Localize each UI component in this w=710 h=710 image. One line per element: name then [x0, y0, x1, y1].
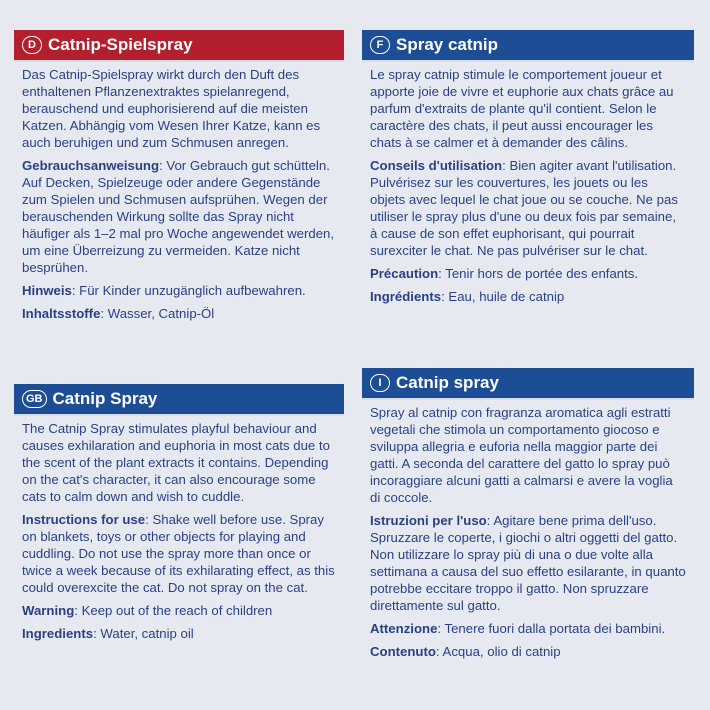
section-german [14, 30, 344, 328]
instructions-label: Instructions for use [22, 512, 146, 527]
section-title: Catnip spray [396, 373, 499, 392]
warning-text: Tenir hors de portée des enfants. [445, 266, 639, 281]
section-header-french [362, 30, 694, 62]
warning-text: Für Kinder unzugänglich aufbewahren. [79, 283, 306, 298]
ingredients-text: Eau, huile de catnip [448, 289, 565, 304]
warning-paragraph: Précaution: Tenir hors de portée des enfants. [370, 266, 639, 281]
ingredients-label: Ingredients [22, 626, 94, 641]
warning-label: Warning [22, 603, 75, 618]
instructions-text: Bien agiter avant l'utilisation. Pulvérisez sur les couvertures, les jouets ou les objets avec lequel le chat joue ou se couche. Ne pas utiliser le spray plus d'une ou deux fois par semaine, à cause de son effet euphorisant, qui pourrait surexciter le chat. Ne pas pulvériser sur le chat. [370, 158, 678, 258]
intro-paragraph: Le spray catnip stimule le comportement joueur et apporte joie de vivre et euphorie aux chats grâce au parfum d'extraits de plante qu'il contient. Selon le caractère des chats, il peut aussi encourager les chats à se calmer et à demander des câlins. [370, 67, 674, 150]
section-title: Catnip Spray [52, 389, 158, 408]
instructions-text: Vor Gebrauch gut schütteln. Auf Decken, Spielzeuge oder andere Gegenstände zum Spielen und Schmusen aufsprühen. Wegen der berauschenden Wirkung sollte das Spray nicht häufiger als 1–2 mal pro Woche angewendet werden, um eine Überreizung zu vermeiden. Katze nicht besprühen. [22, 158, 335, 275]
section-english [14, 384, 344, 648]
section-body [14, 416, 344, 642]
section-title: Catnip-Spielspray [48, 35, 193, 54]
instructions-text: Agitare bene prima dell'uso. Spruzzare le coperte, i giochi o altri oggetti del gatto. Non utilizzare lo spray più di una o due volte alla settimana a causa del suo effetto esilarante, in quanto potrebbe eccitare troppo il gatto. Non spruzzare direttamente sul gatto. [370, 513, 686, 613]
instructions-text: Shake well before use. Spray on blankets, toys or other objects for playing and cuddling. Do not use the spray more than once or twice a week because of its exhilarating effect, as this could overexcite the cat. Do not spray on the cat. [22, 512, 335, 595]
country-code-badge: I [370, 374, 390, 392]
instructions-label: Istruzioni per l'uso [370, 513, 487, 528]
ingredients-label: Ingrédients [370, 289, 442, 304]
instructions-paragraph: Gebrauchsanweisung: Vor Gebrauch gut schütteln. Auf Decken, Spielzeuge oder andere Gegenstände zum Spielen und Schmusen aufsprühen. Wegen der berauschenden Wirkung sollte das Spray nicht häufiger als 1–2 mal pro Woche angewendet werden, um eine Überreizung zu vermeiden. Katze nicht besprühen. [22, 158, 335, 275]
warning-paragraph: Attenzione: Tenere fuori dalla portata dei bambini. [370, 621, 666, 636]
instructions-label: Conseils d'utilisation [370, 158, 503, 173]
warning-label: Attenzione [370, 621, 438, 636]
ingredients-paragraph: Contenuto: Acqua, olio di catnip [370, 644, 561, 659]
ingredients-text: Wasser, Catnip-Öl [107, 306, 215, 321]
intro-paragraph: Spray al catnip con fragranza aromatica agli estratti vegetali che stimola un comportamento giocoso e sviluppa allegria e euforia nella maggior parte dei gatti. A seconda del carattere del gatto lo spray può incoraggiare alcuni gatti a calmarsi e avere la voglia di coccole. [370, 405, 673, 505]
warning-label: Précaution [370, 266, 439, 281]
section-header-english [14, 384, 344, 416]
ingredients-label: Inhaltsstoffe [22, 306, 101, 321]
ingredients-paragraph: Inhaltsstoffe: Wasser, Catnip-Öl [22, 306, 215, 321]
country-code-badge: F [370, 36, 390, 54]
ingredients-paragraph: Ingrédients: Eau, huile de catnip [370, 289, 565, 304]
section-body [14, 62, 344, 322]
warning-text: Keep out of the reach of children [81, 603, 273, 618]
section-italian [362, 368, 694, 666]
country-code-badge: GB [22, 390, 47, 408]
ingredients-text: Water, catnip oil [100, 626, 194, 641]
section-header-italian [362, 368, 694, 400]
ingredients-paragraph: Ingredients: Water, catnip oil [22, 626, 194, 641]
section-french [362, 30, 694, 311]
warning-paragraph: Hinweis: Für Kinder unzugänglich aufbewahren. [22, 283, 306, 298]
intro-paragraph: The Catnip Spray stimulates playful behaviour and causes exhilaration and euphoria in most cats due to the scent of the plant extracts it contains. Depending on the cat's character, it can also encourage some cats to calm down and wish to cuddle. [22, 421, 330, 504]
section-header-german [14, 30, 344, 62]
section-body [362, 62, 694, 305]
warning-label: Hinweis [22, 283, 72, 298]
ingredients-text: Acqua, olio di catnip [442, 644, 561, 659]
warning-paragraph: Warning: Keep out of the reach of children [22, 603, 273, 618]
instructions-paragraph: Conseils d'utilisation: Bien agiter avant l'utilisation. Pulvérisez sur les couvertures, les jouets ou les objets avec lequel le chat joue ou se couche. Ne pas utiliser le spray plus d'une ou deux fois par semaine, à cause de son effet euphorisant, qui pourrait surexciter le chat. Ne pas pulvériser sur le chat. [370, 158, 678, 258]
intro-paragraph: Das Catnip-Spielspray wirkt durch den Duft des enthaltenen Pflanzenextraktes spielanregend, berauschend und euphorisierend auf die meisten Katzen. Abhängig vom Wesen Ihrer Katze, kann es auch beruhigen und zum Schmusen anregen. [22, 67, 321, 150]
warning-text: Tenere fuori dalla portata dei bambini. [444, 621, 666, 636]
section-body [362, 400, 694, 660]
instructions-paragraph: Istruzioni per l'uso: Agitare bene prima dell'uso. Spruzzare le coperte, i giochi o altri oggetti del gatto. Non utilizzare lo spray più di una o due volte alla settimana a causa del suo effetto esilarante, in quanto potrebbe eccitare troppo il gatto. Non spruzzare direttamente sul gatto. [370, 513, 686, 613]
country-code-badge: D [22, 36, 42, 54]
section-title: Spray catnip [396, 35, 499, 54]
instructions-label: Gebrauchsanweisung [22, 158, 160, 173]
ingredients-label: Contenuto [370, 644, 436, 659]
instructions-paragraph: Instructions for use: Shake well before use. Spray on blankets, toys or other objects for playing and cuddling. Do not use the spray more than once or twice a week because of its exhilarating effect, as this could overexcite the cat. Do not spray on the cat. [22, 512, 335, 595]
